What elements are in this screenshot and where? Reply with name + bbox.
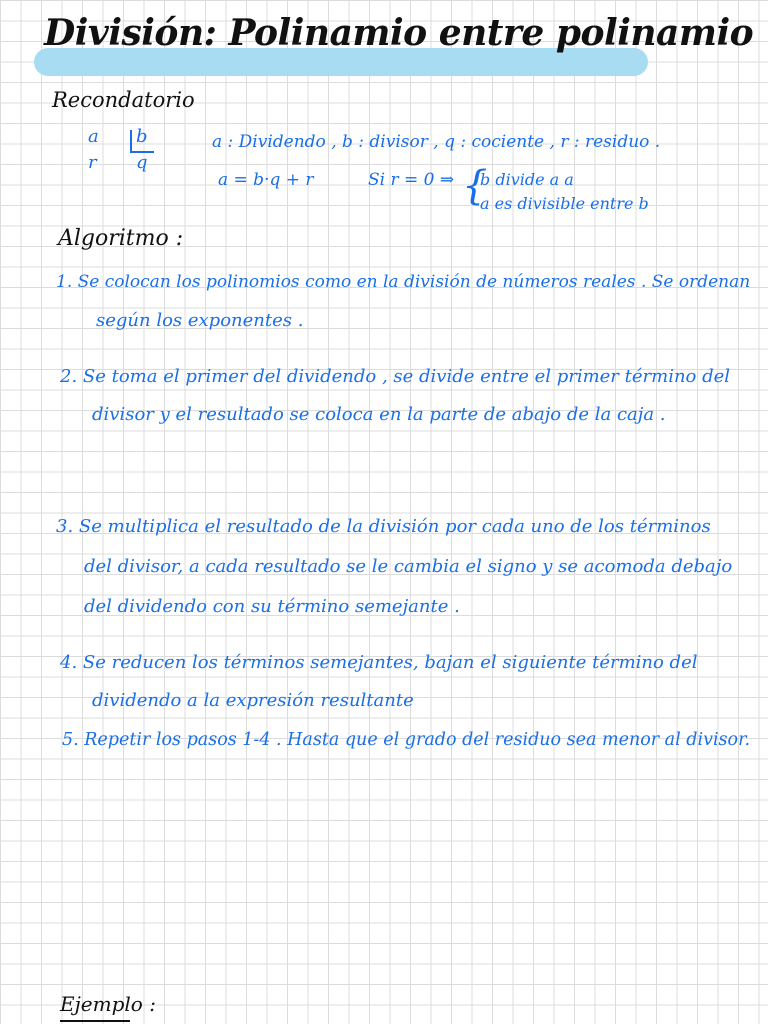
condition: Si r = 0 ⇒ [368, 170, 455, 190]
division-q: q [136, 152, 148, 173]
subtitle: Recondatorio [52, 88, 195, 112]
step-3-line-3: del dividendo con su término semejante . [84, 596, 460, 617]
formula: a = b·q + r [218, 170, 314, 190]
example-underline [60, 1020, 130, 1022]
division-vertical-line [130, 130, 132, 152]
division-a: a [88, 126, 99, 147]
step-4-line-1: 4. Se reducen los términos semejantes, bajan el siguiente término del [60, 652, 698, 673]
division-b: b [136, 126, 148, 147]
division-diagram [88, 126, 168, 186]
step-4-line-2: dividendo a la expresión resultante [92, 690, 414, 711]
brace-line-2: a es divisible entre b [480, 194, 649, 213]
division-r: r [88, 152, 97, 173]
definitions: a : Dividendo , b : divisor , q : cociente , r : residuo . [212, 132, 661, 152]
step-1-line-2: según los exponentes . [96, 310, 304, 331]
curly-brace: { [462, 163, 488, 209]
step-5-line-1: 5. Repetir los pasos 1-4 . Hasta que el grado del residuo sea menor al divisor. [62, 730, 751, 750]
step-2-line-1: 2. Se toma el primer del dividendo , se divide entre el primer término del [60, 366, 731, 387]
page-title: División: Polinamio entre polinamio [44, 12, 754, 54]
step-1-line-1: 1. Se colocan los polinomios como en la división de números reales . Se ordenan [56, 272, 751, 292]
brace-group [462, 163, 682, 220]
step-3-line-1: 3. Se multiplica el resultado de la división por cada uno de los términos [56, 516, 711, 537]
section-title: Algoritmo : [58, 226, 184, 251]
step-2-line-2: divisor y el resultado se coloca en la parte de abajo de la caja . [92, 404, 666, 425]
example-label: Ejemplo : [60, 992, 156, 1016]
brace-line-1: b divide a a [480, 170, 574, 189]
step-3-line-2: del divisor, a cada resultado se le cambia el signo y se acomoda debajo [84, 556, 733, 577]
